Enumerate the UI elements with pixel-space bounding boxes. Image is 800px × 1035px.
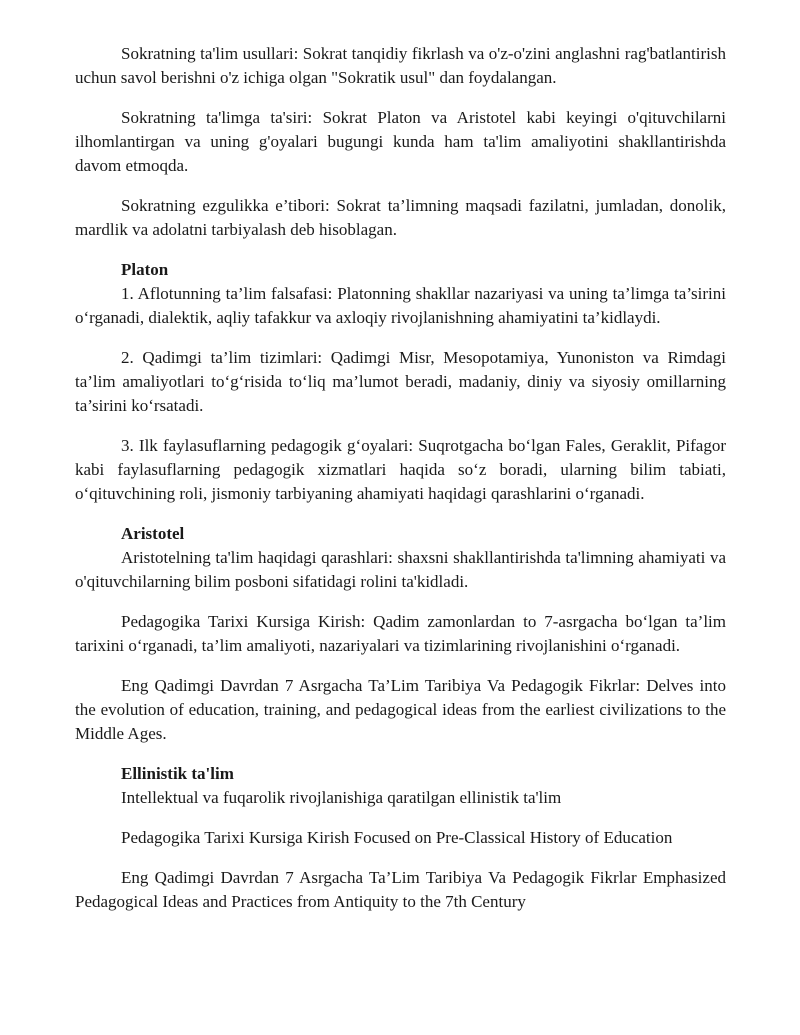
platon-philosophy-paragraph: 1. Aflotunning ta’lim falsafasi: Platonning shakllar nazariyasi va uning ta’limga ta’sirini o‘rganadi, dialektik, aqliy tafakkur va axloqiy rivojlanishning ahamiyatini ta’kidlaydi. xyxy=(75,284,726,327)
aristotel-heading: Aristotel xyxy=(121,524,185,543)
antiquity-ideas-paragraph: Eng Qadimgi Davrdan 7 Asrgacha Ta’Lim Taribiya Va Pedagogik Fikrlar Emphasized Pedagogical Ideas and Practices from Antiquity to the 7th Century xyxy=(75,868,726,911)
document-page xyxy=(75,42,726,930)
ellinistik-heading: Ellinistik ta'lim xyxy=(121,764,234,783)
ancient-pedagogy-paragraph: Eng Qadimgi Davrdan 7 Asrgacha Ta’Lim Taribiya Va Pedagogik Fikrlar: Delves into the evolution of education, training, and pedagogical ideas from the earliest civilizations to the Middle Ages. xyxy=(75,676,726,743)
pre-classical-paragraph: Pedagogika Tarixi Kursiga Kirish Focused on Pre-Classical History of Education xyxy=(121,828,673,847)
aristotel-views-paragraph: Aristotelning ta'lim haqidagi qarashlari: shaxsni shakllantirishda ta'limning ahamiyati va o'qituvchilarning bilim posboni sifatidagi rolini ta'kidladi. xyxy=(75,548,726,591)
sokrat-influence-paragraph: Sokratning ta'limga ta'siri: Sokrat Platon va Aristotel kabi keyingi o'qituvchilarni ilhomlantirgan va uning g'oyalari bugungi kunda ham ta'lim amaliyotini shakllantirishda davom etmoqda. xyxy=(75,108,726,175)
early-philosophers-paragraph: 3. Ilk faylasuflarning pedagogik g‘oyalari: Suqrotgacha bo‘lgan Fales, Geraklit, Pifagor kabi faylasuflarning pedagogik xizmatlari haqida so‘z boradi, ularning bilim tabiati, o‘qituvchining roli, jismoniy tarbiyaning ahamiyati haqidagi qarashlarini o‘rganadi. xyxy=(75,436,726,503)
platon-heading: Platon xyxy=(121,260,169,279)
ancient-systems-paragraph: 2. Qadimgi ta’lim tizimlari: Qadimgi Misr, Mesopotamiya, Yunoniston va Rimdagi ta’lim amaliyotlari to‘g‘risida to‘liq ma’lumot beradi, madaniy, diniy va siyosiy omillarning ta’sirini ko‘rsatadi. xyxy=(75,348,726,415)
sokrat-virtue-paragraph: Sokratning ezgulikka e’tibori: Sokrat ta’limning maqsadi fazilatni, jumladan, donolik, mardlik va adolatni tarbiyalash deb hisoblagan. xyxy=(75,196,726,239)
sokrat-methods-paragraph: Sokratning ta'lim usullari: Sokrat tanqidiy fikrlash va o'z-o'zini anglashni rag'batlantirish uchun savol berishni o'z ichiga olgan "Sokratik usul" dan foydalangan. xyxy=(75,44,726,87)
course-intro-paragraph: Pedagogika Tarixi Kursiga Kirish: Qadim zamonlardan to 7-asrgacha bo‘lgan ta’lim tarixini o‘rganadi, ta’lim amaliyoti, nazariyalari va tizimlarining rivojlanishini o‘rganadi. xyxy=(75,612,726,655)
hellenistic-education-paragraph: Intellektual va fuqarolik rivojlanishiga qaratilgan ellinistik ta'lim xyxy=(121,788,562,807)
